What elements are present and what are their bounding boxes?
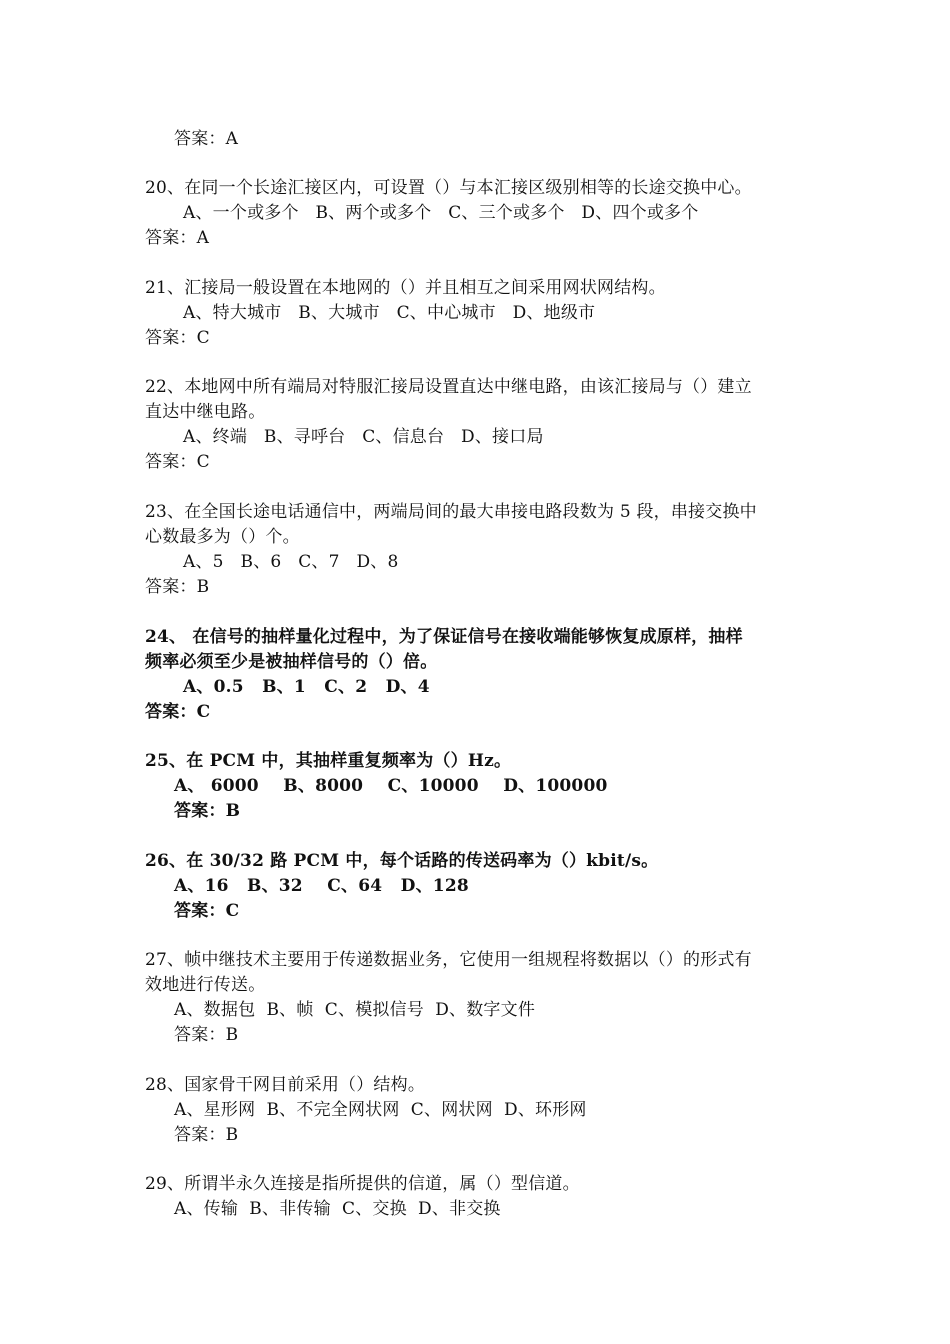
question-20-stem: 20、在同一个长途汇接区内，可设置（）与本汇接区级别相等的长途交换中心。 [145, 178, 752, 198]
question-24-answer: 答案：C [145, 702, 211, 722]
question-24-stem-line2: 频率必须至少是被抽样信号的（）倍。 [145, 652, 438, 672]
question-28-options: A、星形网 B、不完全网状网 C、网状网 D、环形网 [174, 1100, 587, 1120]
question-24-stem-line1: 24、 在信号的抽样量化过程中，为了保证信号在接收端能够恢复成原样，抽样 [145, 627, 743, 647]
question-29-stem: 29、所谓半永久连接是指所提供的信道，属（）型信道。 [145, 1174, 580, 1194]
question-28-stem: 28、国家骨干网目前采用（）结构。 [145, 1075, 426, 1095]
question-27-options: A、数据包 B、帧 C、模拟信号 D、数字文件 [174, 1000, 536, 1020]
question-22-options: A、终端 B、寻呼台 C、信息台 D、接口局 [183, 427, 544, 447]
question-22-answer: 答案：C [145, 452, 210, 472]
answer-19: 答案：A [174, 129, 239, 149]
question-20-options: A、一个或多个 B、两个或多个 C、三个或多个 D、四个或多个 [183, 203, 699, 223]
question-24-options: A、0.5 B、1 C、2 D、4 [183, 677, 430, 697]
question-27-stem-line2: 效地进行传送。 [145, 975, 266, 995]
question-28-answer: 答案：B [174, 1125, 239, 1145]
question-22-stem-line2: 直达中继电路。 [145, 402, 266, 422]
question-23-stem-line2: 心数最多为（）个。 [145, 527, 300, 547]
question-27-stem-line1: 27、帧中继技术主要用于传递数据业务，它使用一组规程将数据以（）的形式有 [145, 950, 752, 970]
question-22-stem-line1: 22、本地网中所有端局对特服汇接局设置直达中继电路，由该汇接局与（）建立 [145, 377, 752, 397]
question-21-answer: 答案：C [145, 328, 210, 348]
question-25-options: A、 6000 B、8000 C、10000 D、100000 [174, 776, 608, 796]
question-29-options: A、传输 B、非传输 C、交换 D、非交换 [174, 1199, 501, 1219]
question-23-options: A、5 B、6 C、7 D、8 [183, 552, 399, 572]
question-26-answer: 答案：C [174, 901, 240, 921]
question-21-options: A、特大城市 B、大城市 C、中心城市 D、地级市 [183, 303, 596, 323]
question-25-stem: 25、在 PCM 中，其抽样重复频率为（）Hz。 [145, 751, 512, 771]
question-25-answer: 答案：B [174, 801, 241, 821]
question-27-answer: 答案：B [174, 1025, 239, 1045]
question-20-answer: 答案：A [145, 228, 210, 248]
question-23-answer: 答案：B [145, 577, 210, 597]
question-26-options: A、16 B、32 C、64 D、128 [174, 876, 469, 896]
question-23-stem-line1: 23、在全国长途电话通信中，两端局间的最大串接电路段数为 5 段，串接交换中 [145, 502, 757, 522]
question-26-stem: 26、在 30/32 路 PCM 中，每个话路的传送码率为（）kbit/s。 [145, 851, 659, 871]
question-21-stem: 21、汇接局一般设置在本地网的（）并且相互之间采用网状网结构。 [145, 278, 666, 298]
